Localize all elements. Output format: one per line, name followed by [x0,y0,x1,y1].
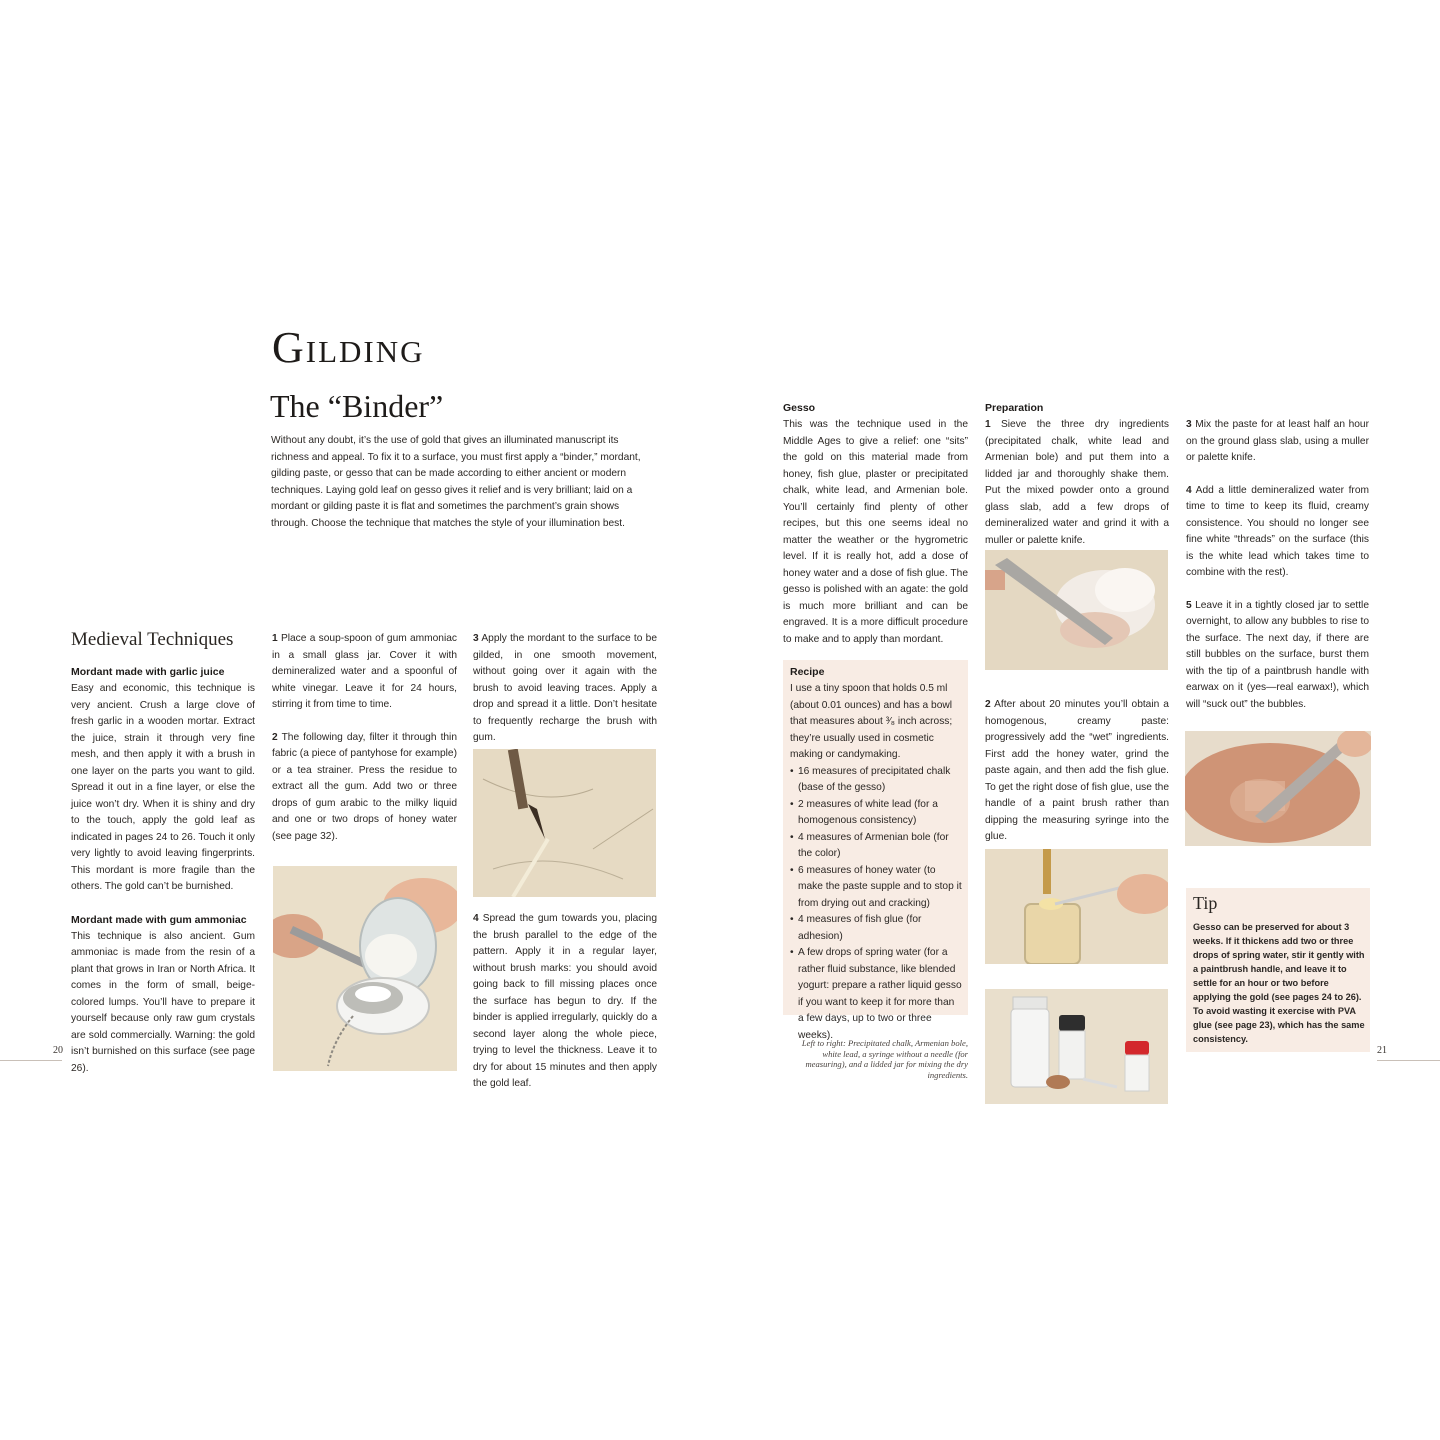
prep-step-4: 4 Add a little demineralized water from time to time to keep its fluid, creamy consistence. You should no longer see fine white “threads” on the surface (this is the white lead which takes time to combine with the rest). [1186,484,1369,578]
prep-step-2: 2 After about 20 minutes you’ll obtain a homogenous, creamy paste: progressively add the “wet” ingredients. First add the honey water, grind the paste again, and then add the fish glue. To get the right dose of fish glue, use the handle of a paint brush rather than dipping the measuring syringe into the glue. [985,699,1169,842]
gesso-column [783,400,968,648]
garlic-heading: Mordant made with garlic juice [71,666,225,678]
prep-step-3: 3 Mix the paste for at least half an hour on the ground glass slab, using a muller or palette knife. [1186,419,1369,463]
prep-heading: Preparation [985,402,1044,414]
recipe-item: • 4 measures of fish glue (for adhesion) [790,912,962,945]
prep-step-1: 1 Sieve the three dry ingredients (precipitated chalk, white lead and Armenian bole) and put them into a lidded jar and thoroughly shake them. Put the mixed powder onto a ground glass slab, add a few drops of demineralized water and grind it with a muller or palette knife. [985,419,1169,546]
section-heading: Medieval Techniques [71,629,234,650]
gum-text: This technique is also ancient. Gum ammoniac is made from the resin of a plant that grows in Iran or North Africa. It comes in the form of small, beige-colored lumps. You’ll have to prepare it yourself because only raw gum crystals are sold commercially. Warning: the gold isn’t burnished on this surface (see page 26). [71,930,255,1074]
step-1: 1 Place a soup-spoon of gum ammoniac in a small glass jar. Cover it with demineralized water and a spoonful of white vinegar. Leave it for 24 hours, stirring it from time to time. [272,633,457,710]
prep-column-top [985,400,1169,549]
photo-filtering-gum [273,866,457,1071]
page-subtitle: The “Binder” [270,388,444,424]
garlic-column [71,664,255,1077]
step-4: 4 Spread the gum towards you, placing the brush parallel to the edge of the pattern. Apply it in a regular layer, without brush marks: you should avoid going back to fill missing places once the surface has begun to dry. If the binder is applied irregularly, quickly do a second layer along the whole piece, trying to level the thickness. Leave it to dry for about 15 minutes and then apply the gold leaf. [473,913,657,1089]
step-2: 2 The following day, filter it through thin fabric (a piece of pantyhose for example) or a tea strainer. Press the residue to extract all the gum. Add two or three drops of gum arabic to the milky liquid and one or two drops of honey water (see page 32). [272,731,457,842]
recipe-heading: Recipe [790,666,825,678]
tip-text: Gesso can be preserved for about 3 weeks. If it thickens add two or three drops of spring water, stir it gently with a paintbrush handle, and leave it to settle for an hour or two before applying the gold (see pages 24 to 26). To avoid wasting it exercise with PVA glue (see page 23), which has the same consistency. [1193,922,1365,1044]
photo-caption: Left to right: Precipitated chalk, Armenian bole, white lead, a syringe without a needle (for measuring), and a lidded jar for mixing the dry ingredients. [801,1038,968,1080]
jars-illustration [985,989,1168,1104]
steps-column-1 [272,631,457,861]
photo-ingredient-jars [985,989,1168,1104]
photo-honey-spoon [985,849,1168,964]
gum-heading: Mordant made with gum ammoniac [71,913,247,926]
photo-grinding-powder [985,550,1168,670]
recipe-intro: I use a tiny spoon that holds 0.5 ml (about 0.01 ounces) and has a bowl that measures about ³⁄₈ inch across; they’re usually used in cosmetic making or candymaking. [790,683,953,760]
gesso-heading: Gesso [783,402,816,414]
recipe-content [790,664,962,1044]
grinding-illustration [985,550,1168,670]
page-number-right: 21 [1377,1045,1387,1056]
footer-rule-right [1377,1060,1440,1061]
recipe-item: • 6 measures of honey water (to make the paste supple and to stop it from drying out and cracking) [790,863,962,913]
steps-column-2-bottom [473,911,657,1093]
recipe-item: • 2 measures of white lead (for a homogenous consistency) [790,797,962,830]
paste-illustration [1185,731,1371,846]
recipe-item: • 16 measures of precipitated chalk (base of the gesso) [790,764,962,797]
footer-rule-left [0,1060,62,1061]
photo-applying-mordant [473,749,656,897]
step-3: 3 Apply the mordant to the surface to be gilded, in one smooth movement, without going over it again with the brush to avoid leaving traces. Apply a drop and spread it a little. Don’t hesitate to frequently recharge the brush with gum. [473,633,657,743]
intro-paragraph: Without any doubt, it’s the use of gold that gives an illuminated manuscript its richness and appeal. To fix it to a surface, you must first apply a “binder,” mordant, gilding paste, or gesso that can be made according to either ancient or modern techniques. Laying gold leaf on gesso gives it relief and is very brilliant; laid on a mordant or gilding paste it is flat and sometimes the parchment’s grain shows through. Choose the technique that matches the style of your illumination best. [271,435,641,529]
photo-gesso-paste [1185,731,1371,846]
filtering-illustration [273,866,457,1071]
recipe-item: • 4 measures of Armenian bole (for the color) [790,830,962,863]
tip-heading: Tip [1193,893,1218,913]
recipe-item: • A few drops of spring water (for a rather fluid substance, like blended yogurt: prepare a rather liquid gesso if you want to keep it for more than a few days, up to two or three weeks). [790,945,962,1044]
page-title: Gilding [272,323,425,372]
tip-content [1193,893,1365,1046]
prep-step-5: 5 Leave it in a tightly closed jar to settle overnight, to allow any bubbles to rise to the surface. The next day, if there are still bubbles on the surface, burst them with the tip of a paintbrush handle with earwax on it (yes—real earwax!), which will “suck out” the bubbles. [1186,599,1369,710]
brush-illustration [473,749,656,897]
gesso-text: This was the technique used in the Middle Ages to give a relief: one “sits” the gold on this material made from honey, fish glue, plaster or precipitated chalk, white lead, and Armenian bole. You’ll certainly find plenty of other recipes, but this one seems ideal no matter the weather or the hygrometric level. If it is really hot, add a dose of honey water and a dose of fish glue. The gesso is polished with an agate: the gold is much more brilliant and can be engraved. It is a more difficult procedure to make and to apply than mordant. [783,419,968,645]
garlic-text: Easy and economic, this technique is very ancient. Crush a large clove of fresh garlic in a wooden mortar. Extract the juice, strain it through very fine mesh, and then apply it with a brush in one layer on the parts you want to gild. Spread it out in a fine layer, or else the juice won’t dry. When it is shiny and dry to the touch, apply the gold leaf as indicated in pages 24 to 26. Touch it only very lightly to avoid leaving fingerprints. This mordant is more fragile than the others. The gold can’t be burnished. [71,683,255,892]
page-number-left: 20 [53,1045,63,1056]
steps-column-2-top [473,631,657,747]
prep-column-right [1186,417,1369,729]
recipe-list [790,764,962,1045]
honey-illustration [985,849,1168,964]
prep-column-mid [985,697,1169,846]
